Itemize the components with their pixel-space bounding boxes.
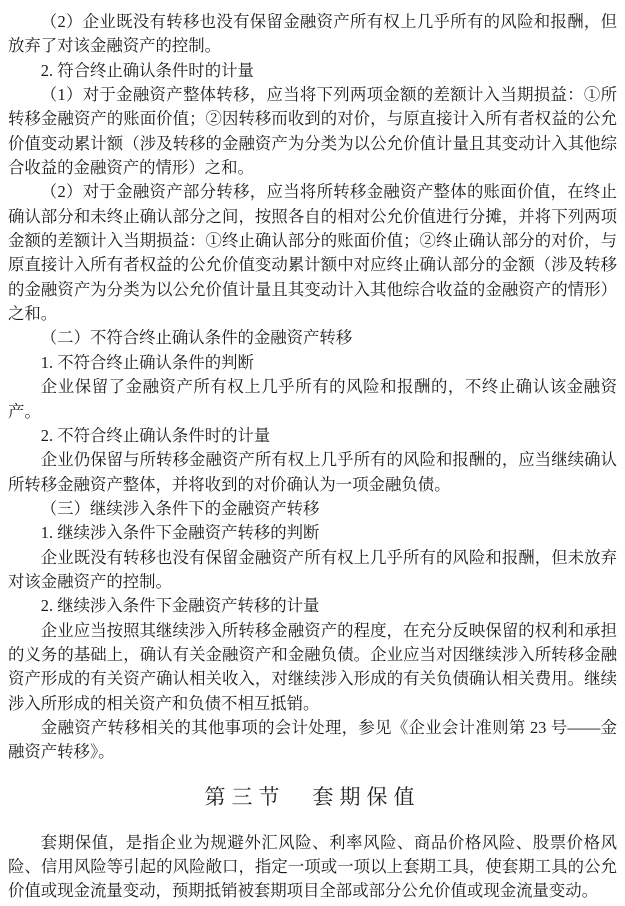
paragraph: 2. 继续涉入条件下金融资产转移的计量: [40, 596, 320, 616]
paragraph: （2）对于金融资产部分转移，应当将所转移金融资产整体的账面价值，在终止确认部分和未终止确认部分之间，按照各自的相对公允价值进行分摊，并将下列两项金额的差额计入当期损益：①终止确认部分的账面价值；②终止确认部分的对价，与原直接计入所有者权益的公允价值变动累计额中对应终止确认部分的金额（涉及转移的金融资产为分类为以公允价值计量且其变动计入其他综合收益的金融资产的情形）之和。: [8, 182, 617, 324]
paragraph: 套期保值，是指企业为规避外汇风险、利率风险、商品价格风险、股票价格风险、信用风险等引起的风险敞口，指定一项或一项以上套期工具，使套期工具的公允价值或现金流量变动，预期抵销被套期项目全部或部分公允价值或现金流量变动。: [8, 832, 617, 901]
paragraph: 1. 继续涉入条件下金融资产转移的判断: [40, 523, 320, 543]
paragraph: 企业保留了金融资产所有权上几乎所有的风险和报酬的，不终止确认该金融资产。: [8, 377, 617, 421]
paragraph: 2. 符合终止确认条件时的计量: [40, 60, 254, 80]
paragraph: 企业应当按照其继续涉入所转移金融资产的程度，在充分反映保留的权利和承担的义务的基础上，确认有关金融资产和金融负债。企业应当对因继续涉入所转移金融资产形成的有关资产确认相关收入，对继续涉入形成的有关负债确认相关费用。继续涉入所形成的相关资产和负债不相互抵销。: [8, 620, 617, 713]
paragraph: 1. 不符合终止确认条件的判断: [40, 352, 254, 372]
paragraph: 2. 不符合终止确认条件时的计量: [40, 425, 271, 445]
paragraph: 企业仍保留与所转移金融资产所有权上几乎所有的风险和报酬的，应当继续确认所转移金融资产整体，并将收到的对价确认为一项金融负债。: [8, 450, 617, 494]
paragraph: （三）继续涉入条件下的金融资产转移: [40, 498, 320, 518]
document-body: [8, 10, 617, 904]
paragraph: 企业既没有转移也没有保留金融资产所有权上几乎所有的风险和报酬，但未放弃对该金融资产的控制。: [8, 547, 617, 591]
section-heading: 第三节 套期保值: [204, 784, 421, 809]
paragraph: 金融资产转移相关的其他事项的会计处理，参见《企业会计准则第 23 号——金融资产转移》。: [8, 717, 617, 762]
paragraph: （1）对于金融资产整体转移，应当将下列两项金额的差额计入当期损益：①所转移金融资产的账面价值；②因转移而收到的对价，与原直接计入所有者权益的公允价值变动累计额（涉及转移的金融资产为分类为以公允价值计量且其变动计入其他综合收益的金融资产的情形）之和。: [8, 85, 617, 178]
paragraph: （二）不符合终止确认条件的金融资产转移: [40, 328, 353, 348]
paragraph: （2）企业既没有转移也没有保留金融资产所有权上几乎所有的风险和报酬，但放弃了对该金融资产的控制。: [8, 12, 617, 56]
